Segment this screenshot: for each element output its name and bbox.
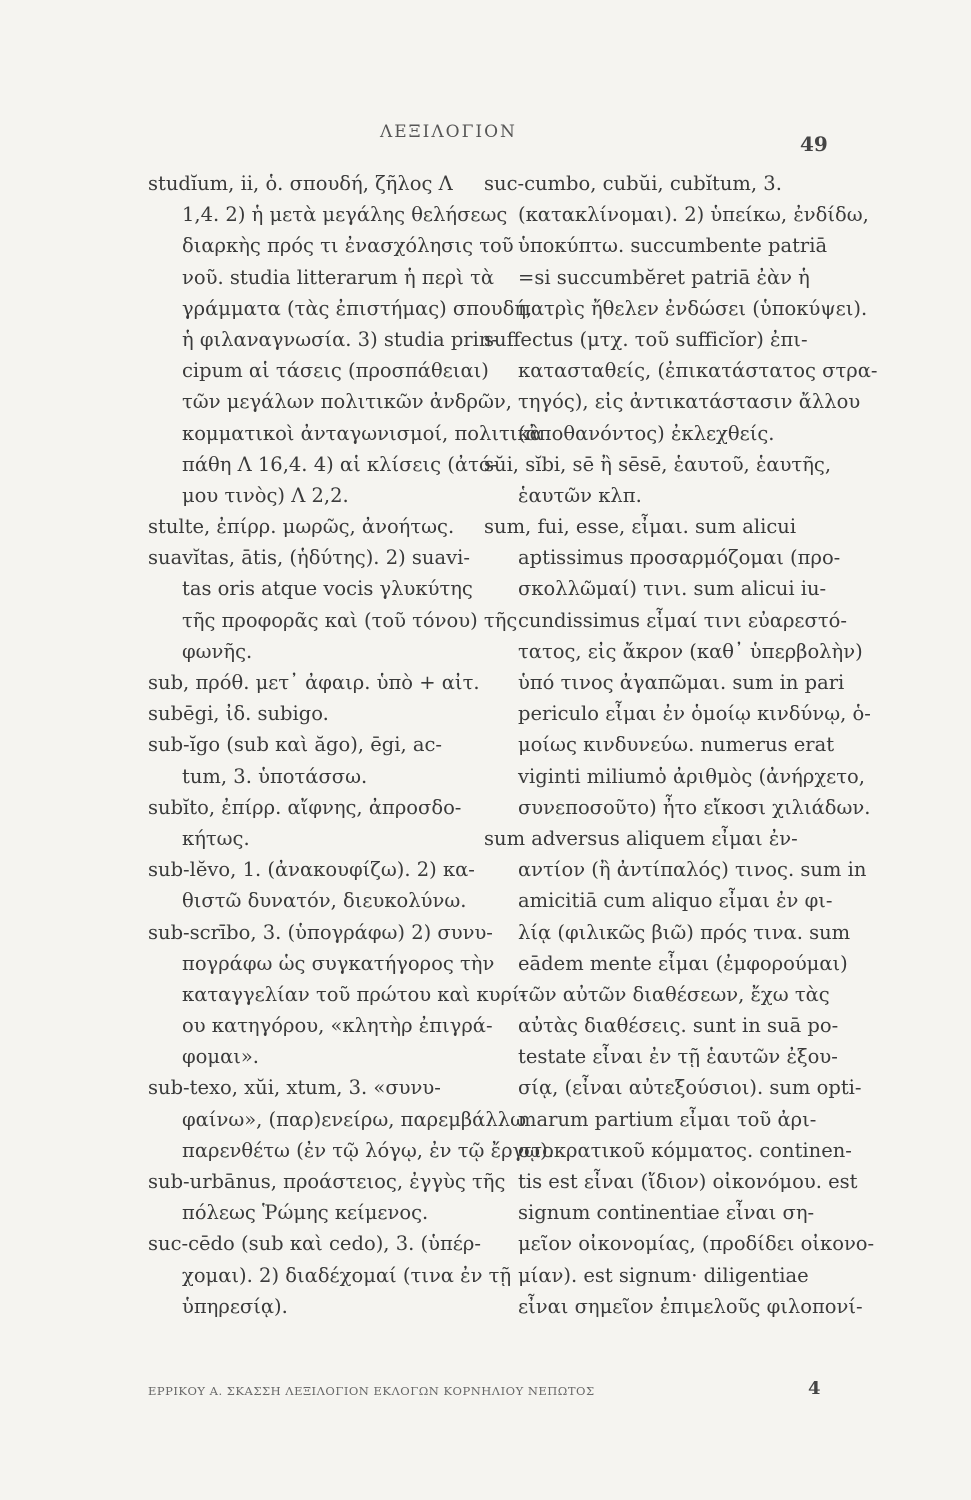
entry-line: παρενθέτω (ἐν τῷ λόγῳ, ἐν τῷ ἔργῳ). bbox=[182, 1138, 554, 1162]
entry-line: τῶν μεγάλων πολιτικῶν ἀνδρῶν, bbox=[182, 390, 512, 414]
entry-line: sub, πρόθ. μετ᾽ ἀφαιρ. ὑπὸ + αἰτ. bbox=[148, 671, 480, 694]
entry-line: γράμματα (τὰς ἐπιστήμας) σπουδή, bbox=[182, 296, 533, 320]
entry-line: ὑπηρεσίᾳ). bbox=[182, 1294, 288, 1318]
running-head: ΛΕΞΙΛΟΓΙΟΝ bbox=[380, 122, 517, 142]
entry-line: πογράφω ὡς συγκατήγορος τὴν bbox=[182, 951, 495, 975]
entry-line: sub-texo, xŭi, xtum, 3. «συνυ- bbox=[148, 1076, 441, 1100]
entry-line: νοῦ. studia litterarum ἡ περὶ τὰ bbox=[182, 265, 495, 289]
entry-line: stulte, ἐπίρρ. μωρῶς, ἀνοήτως. bbox=[148, 515, 455, 539]
entry-line: αντίον (ἢ ἀντίπαλός) τινος. sum in bbox=[518, 858, 867, 882]
entry-line: sub-ĭgo (sub καὶ ăgo), ēgi, ac- bbox=[148, 733, 442, 757]
entry-line: λίᾳ (φιλικῶς βιῶ) πρός τινα. sum bbox=[518, 920, 851, 944]
entry-line: φαίνω», (παρ)ενείρω, παρεμβάλλω bbox=[182, 1107, 526, 1131]
entry-line: θιστῶ δυνατόν, διευκολύνω. bbox=[182, 889, 467, 913]
entry-line: πατρὶς ἤθελεν ἐνδώσει (ὑποκύψει). bbox=[518, 296, 868, 320]
entry-line: κομματικοὶ ἀνταγωνισμοί, πολιτικὰ bbox=[182, 421, 543, 445]
entry-line: καταγγελίαν τοῦ πρώτου καὶ κυρί- bbox=[182, 982, 527, 1006]
entry-line: signum continentiae εἶναι ση- bbox=[518, 1201, 815, 1225]
entry-line: cundissimus εἶμαί τινι εὐαρεστό- bbox=[518, 608, 847, 632]
entry-line: =si succumbĕret patriā ἐὰν ἡ bbox=[518, 265, 810, 289]
entry-line: testate εἶναι ἐν τῇ ἑαυτῶν ἐξου- bbox=[518, 1045, 838, 1069]
entry-line: tis est εἶναι (ἴδιον) οἰκονόμου. est bbox=[518, 1170, 858, 1193]
entry-line: τῶν αὐτῶν διαθέσεων, ἔχω τὰς bbox=[518, 982, 830, 1006]
entry-line: (κατακλίνομαι). 2) ὑπείκω, ἐνδίδω, bbox=[518, 203, 869, 227]
entry-line: subĭto, ἐπίρρ. αἴφνης, ἀπροσδο- bbox=[148, 795, 462, 819]
entry-line: tum, 3. ὑποτάσσω. bbox=[182, 764, 368, 788]
entry-line: πάθη Λ 16,4. 4) αἱ κλίσεις (ἀτό- bbox=[182, 452, 498, 476]
entry-line: τηγός), εἰς ἀντικατάστασιν ἄλλου bbox=[518, 390, 861, 414]
entry-line: sum adversus aliquem εἶμαι ἐν- bbox=[484, 826, 798, 850]
entry-line: sub-scrībo, 3. (ὑπογράφω) 2) συνυ- bbox=[148, 920, 493, 944]
entry-line: amicitiā cum aliquo εἶμαι ἐν φι- bbox=[518, 889, 833, 913]
entry-line: τατος, εἰς ἄκρον (καθ᾽ ὑπερβολὴν) bbox=[518, 639, 863, 663]
entry-line: φομαι». bbox=[182, 1045, 260, 1069]
entry-line: μου τινὸς) Λ 2,2. bbox=[182, 483, 349, 507]
entry-line: ὑπό τινος ἀγαπῶμαι. sum in pari bbox=[518, 671, 845, 694]
entry-line: στοκρατικοῦ κόμματος. continen- bbox=[518, 1138, 852, 1162]
entry-line: suavĭtas, ātis, (ἡδύτης). 2) suavi- bbox=[148, 546, 470, 570]
entry-line: marum partium εἶμαι τοῦ ἀρι- bbox=[518, 1107, 817, 1131]
entry-line: aptissimus προσαρμόζομαι (προ- bbox=[518, 546, 841, 570]
entry-line: viginti miliumὁ ἀριθμὸς (ἀνήρχετο, bbox=[518, 764, 865, 788]
entry-line: eādem mente εἶμαι (ἐμφορούμαι) bbox=[518, 951, 848, 975]
entry-line: σίᾳ, (εἶναι αὐτεξούσιοι). sum opti- bbox=[518, 1076, 862, 1100]
entry-line: suc-cumbo, cubŭi, cubĭtum, 3. bbox=[484, 172, 782, 195]
entry-line: μοίως κινδυνεύω. numerus erat bbox=[518, 733, 835, 757]
left-column bbox=[148, 168, 554, 1322]
printer-signature-line: ΕΡΡΙΚΟΥ Α. ΣΚΑΣΣΗ ΛΕΞΙΛΟΓΙΟΝ ΕΚΛΟΓΩΝ ΚΟΡΝΗΛΙΟΥ ΝΕΠΩΤΟΣ bbox=[148, 1384, 595, 1398]
entry-line: ἡ φιλαναγνωσία. 3) studia prin- bbox=[182, 327, 499, 351]
entry-line: φωνῆς. bbox=[182, 639, 253, 663]
entry-line: σκολλῶμαί) τινι. sum alicui iu- bbox=[518, 577, 827, 601]
entry-line: ου κατηγόρου, «κλητὴρ ἐπιγρά- bbox=[182, 1014, 493, 1038]
entry-line: tas oris atque vocis γλυκύτης bbox=[182, 577, 473, 601]
entry-line: τῆς προφορᾶς καὶ (τοῦ τόνου) τῆς bbox=[182, 608, 518, 632]
entry-line: 1,4. 2) ἡ μετὰ μεγάλης θελήσεως bbox=[182, 203, 508, 227]
entry-line: sum, fui, esse, εἶμαι. sum alicui bbox=[484, 515, 797, 539]
entry-line: sub-urbānus, προάστειος, ἐγγὺς τῆς bbox=[148, 1170, 506, 1193]
right-column bbox=[484, 168, 878, 1322]
entry-line: χομαι). 2) διαδέχομαί (τινα ἐν τῇ bbox=[182, 1263, 512, 1287]
entry-line: μεῖον οἰκονομίας, (προδίδει οἰκονο- bbox=[518, 1232, 875, 1256]
sheet-number: 4 bbox=[808, 1378, 821, 1399]
entry-line: cipum αἱ τάσεις (προσπάθειαι) bbox=[182, 359, 489, 383]
entry-line: συνεποσοῦτο) ἦτο εἴκοσι χιλιάδων. bbox=[518, 795, 871, 819]
entry-line: subēgi, ἰδ. subigo. bbox=[148, 702, 329, 726]
entry-line: μίαν). est signum· diligentiae bbox=[518, 1263, 809, 1287]
entry-line: studĭum, ii, ὁ. σπουδή, ζῆλος Λ bbox=[148, 172, 453, 195]
entry-line: suffectus (μτχ. τοῦ sufficĭor) ἐπι- bbox=[484, 327, 808, 351]
entry-line: εἶναι σημεῖον ἐπιμελοῦς φιλοπονί- bbox=[518, 1294, 863, 1318]
entry-line: διαρκὴς πρός τι ἐνασχόλησις τοῦ bbox=[182, 234, 514, 258]
entry-line: αὐτὰς διαθέσεις. sunt in suā po- bbox=[518, 1014, 839, 1038]
entry-line: sŭi, sĭbi, sē ἢ sēsē, ἑαυτοῦ, ἑαυτῆς, bbox=[484, 452, 832, 476]
entry-line: πόλεως Ῥώμης κείμενος. bbox=[182, 1201, 429, 1225]
entry-line: sub-lĕvo, 1. (ἀνακουφίζω). 2) κα- bbox=[148, 858, 475, 882]
page-number: 49 bbox=[800, 132, 828, 156]
entry-line: κατασταθείς, (ἐπικατάστατος στρα- bbox=[518, 359, 878, 383]
entry-line: (ἀποθανόντος) ἐκλεχθείς. bbox=[518, 421, 775, 445]
entry-line: suc-cēdo (sub καὶ cedo), 3. (ὑπέρ- bbox=[148, 1232, 481, 1256]
entry-line: ὑποκύπτω. succumbente patriā bbox=[518, 234, 828, 258]
entry-line: κήτως. bbox=[182, 826, 250, 850]
entry-line: ἑαυτῶν κλπ. bbox=[518, 483, 642, 507]
entry-line: periculo εἶμαι ἐν ὁμοίῳ κινδύνῳ, ὁ- bbox=[518, 702, 871, 726]
